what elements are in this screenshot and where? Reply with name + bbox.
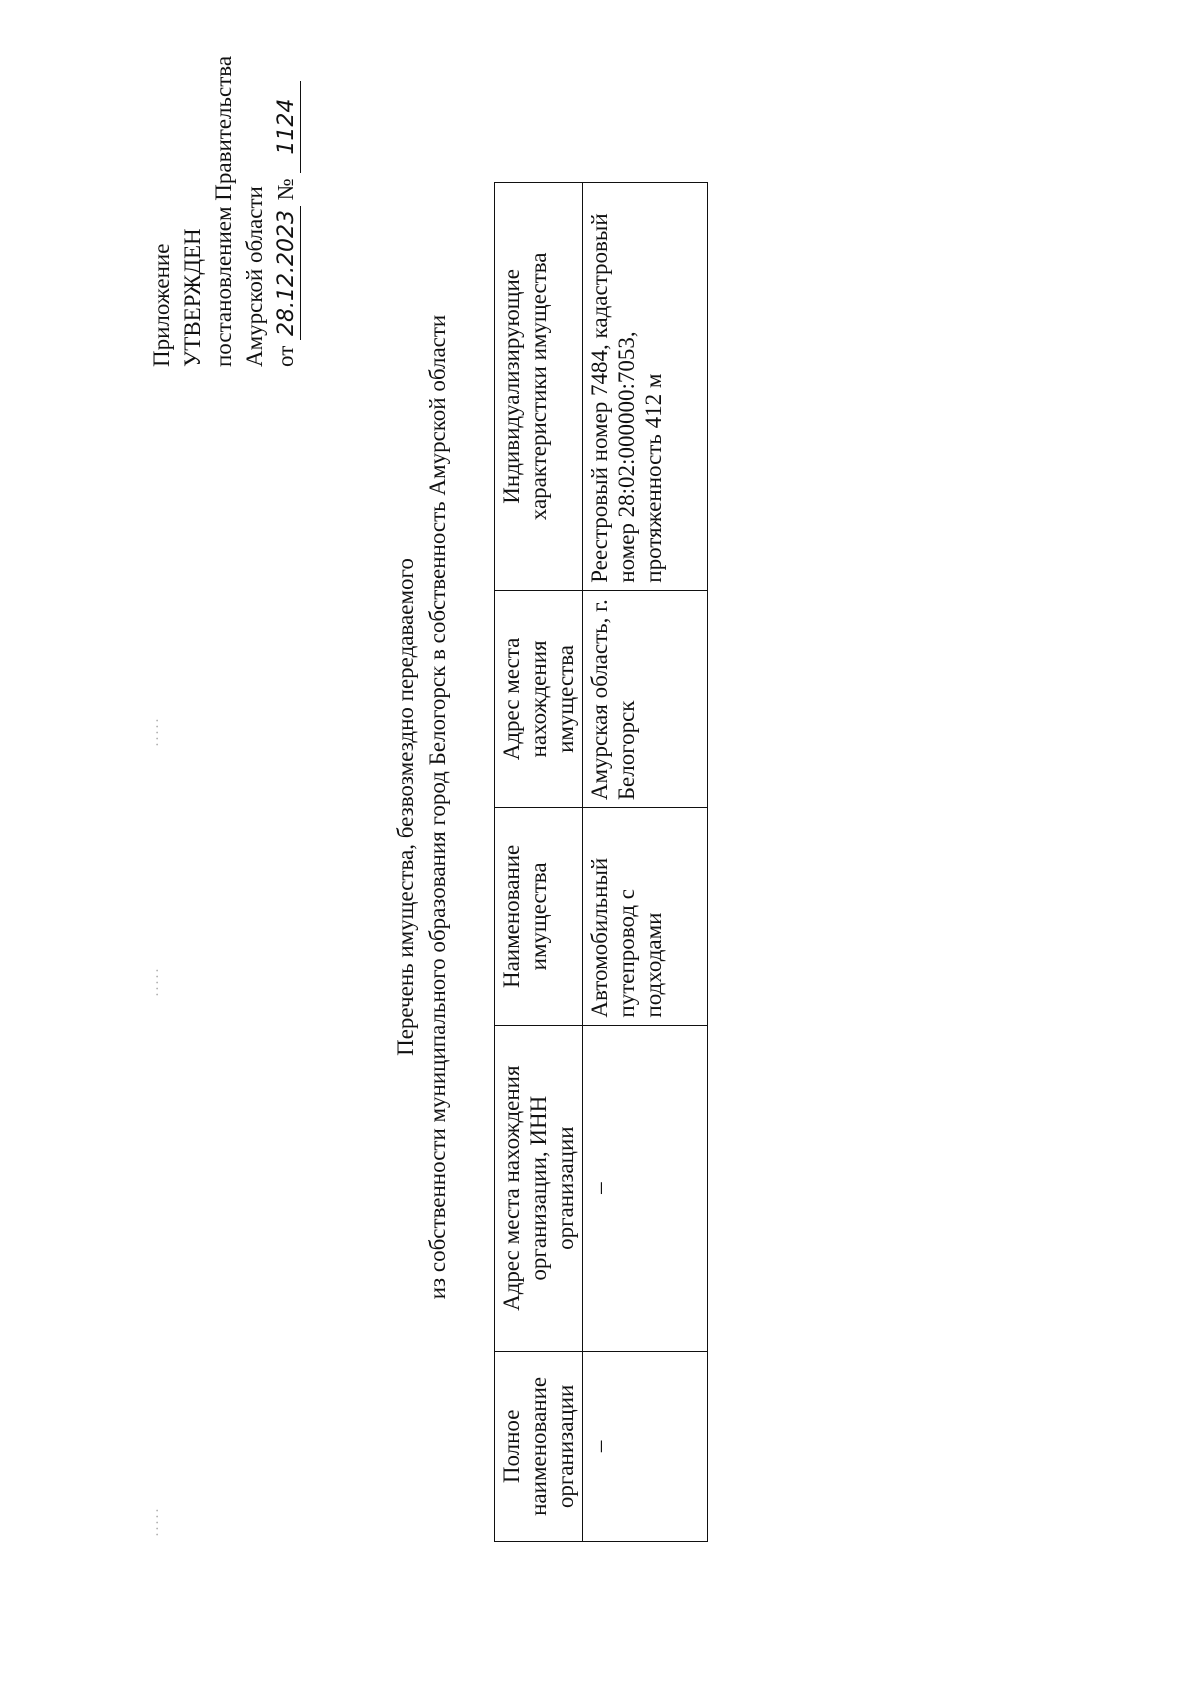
handwritten-date: 28.12.2023 <box>274 206 301 340</box>
approval-decree-label: постановлением Правительства <box>211 55 236 367</box>
header-property-address: Адрес места нахождения имущества <box>495 590 583 807</box>
cell-org-full-name: – <box>583 1351 708 1541</box>
table-row <box>583 183 708 1542</box>
header-org-full-name: Полное наименование организации <box>495 1351 583 1541</box>
header-property-name: Наименование имущества <box>495 808 583 1025</box>
cell-property-characteristics: Реестровый номер 7484, кадастровый номер 28:02:000000:7053, протяженность 412 м <box>583 183 708 591</box>
document-title <box>390 257 454 1357</box>
header-org-address-inn: Адрес места нахождения организации, ИНН организации <box>495 1025 583 1351</box>
property-table <box>494 182 708 1542</box>
approval-appendix-label: Приложение <box>149 243 174 367</box>
number-prefix: № <box>273 178 298 201</box>
approval-approved-label: УТВЕРЖДЕН <box>180 228 205 367</box>
cell-org-address-inn: – <box>583 1025 708 1351</box>
approval-date-number-line <box>270 7 301 367</box>
faint-scan-mark: ····· <box>150 717 166 747</box>
cell-property-name: Автомобильный путепровод с подходами <box>583 808 708 1025</box>
table-header-row <box>495 183 583 1542</box>
cell-property-address: Амурская область, г. Белогорск <box>583 590 708 807</box>
date-prefix: от <box>273 345 298 367</box>
approval-block <box>146 7 301 367</box>
handwritten-number: 1124 <box>274 81 301 173</box>
approval-region-label: Амурской области <box>242 186 267 367</box>
header-property-characteristics: Индивидуализирующие характеристики имущества <box>495 183 583 591</box>
title-line-2: из собственности муниципального образования город Белогорск в собственность Амурской области <box>425 314 450 1300</box>
faint-scan-mark: ····· <box>150 1507 166 1537</box>
faint-scan-mark: ····· <box>150 967 166 997</box>
title-line-1: Перечень имущества, безвозмездно передаваемого <box>393 558 418 1056</box>
